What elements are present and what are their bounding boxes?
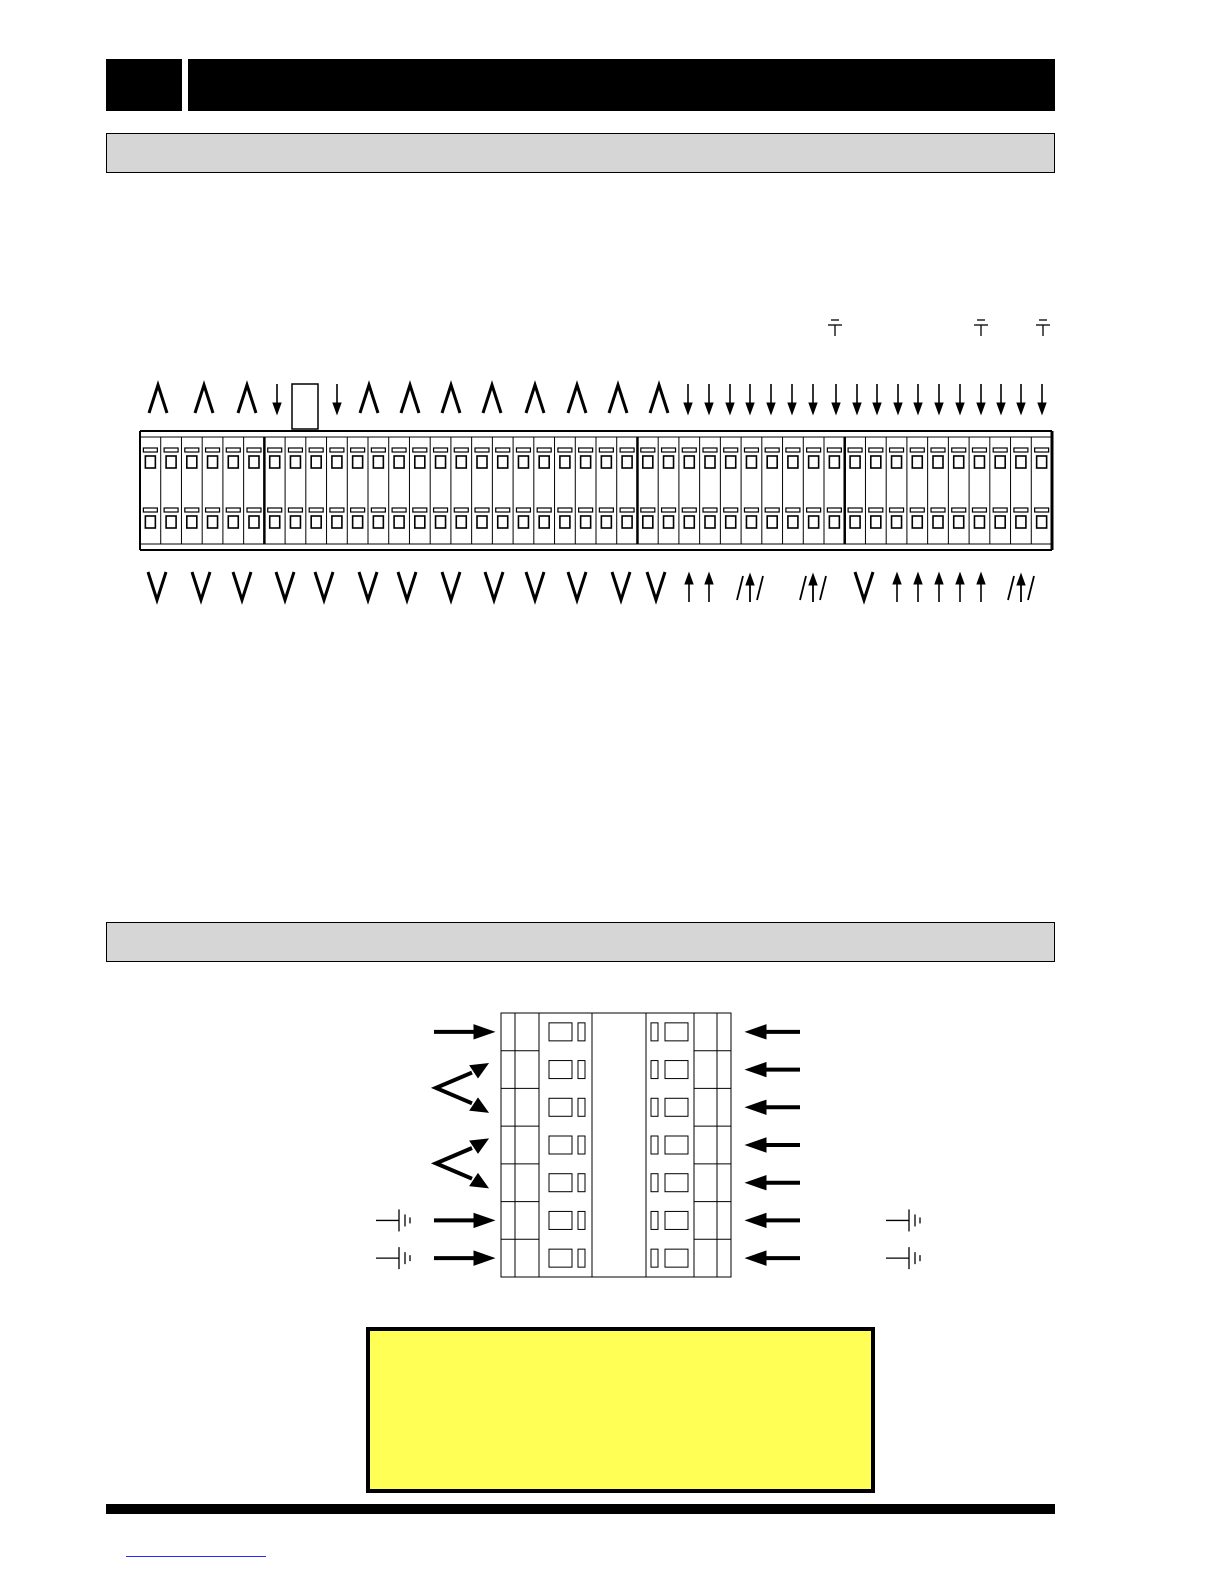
- terminal-strip-diagram: [0, 300, 1225, 620]
- arrow-up-head: [956, 573, 964, 584]
- fan-up-icon: [737, 576, 743, 600]
- terminal-slot: [351, 508, 365, 512]
- terminal-slot: [143, 448, 157, 452]
- arrow-down-head: [832, 403, 840, 414]
- terminal-slot: [807, 508, 821, 512]
- top-symbol-row: [149, 384, 1046, 429]
- ground-icon: [828, 320, 842, 336]
- connector-contact-right: [665, 1061, 688, 1079]
- fan-up-icon: [1008, 576, 1014, 600]
- terminal-screw-bottom: [539, 516, 549, 528]
- connector-diagram: [0, 990, 1225, 1290]
- terminal-screw-top: [187, 456, 197, 468]
- terminal-screw-bottom: [477, 516, 487, 528]
- terminal-slot: [869, 508, 883, 512]
- arrow-down-head: [684, 403, 692, 414]
- v-up-icon: [442, 385, 460, 413]
- v-up-icon: [609, 385, 627, 413]
- arrow-down-head: [333, 403, 341, 414]
- connector-latch-left: [578, 1174, 585, 1192]
- terminal-screw-bottom: [767, 516, 777, 528]
- terminal-slot: [537, 508, 551, 512]
- fuse-box-icon: [292, 384, 318, 429]
- terminal-screw-top: [332, 456, 342, 468]
- section-bar-connector: [106, 922, 1055, 962]
- terminal-slot: [848, 448, 862, 452]
- v-up-icon: [650, 385, 668, 413]
- terminal-screw-top: [974, 456, 984, 468]
- arrow-up-head: [977, 573, 985, 584]
- terminal-screw-bottom: [290, 516, 300, 528]
- arrow-in-icon: [746, 1138, 800, 1152]
- terminal-screw-bottom: [270, 516, 280, 528]
- arrow-down-head: [977, 403, 985, 414]
- terminal-slot: [351, 448, 365, 452]
- connector-latch-right: [651, 1174, 658, 1192]
- terminal-slot: [599, 448, 613, 452]
- terminal-screw-top: [518, 456, 528, 468]
- terminal-slot: [268, 508, 282, 512]
- terminal-screw-top: [498, 456, 508, 468]
- terminal-slot: [662, 508, 676, 512]
- v-down-icon: [276, 572, 294, 600]
- arrow-down-head: [997, 403, 1005, 414]
- terminal-screw-bottom: [829, 516, 839, 528]
- v-down-icon: [526, 572, 544, 600]
- terminal-slot: [309, 508, 323, 512]
- terminal-screw-top: [726, 456, 736, 468]
- terminal-slot: [786, 508, 800, 512]
- header-block-right: [188, 59, 1055, 111]
- terminal-slot: [558, 448, 572, 452]
- arrow-down-head: [914, 403, 922, 414]
- terminal-slot: [724, 448, 738, 452]
- terminal-slot: [206, 448, 220, 452]
- arrow-down-head: [746, 403, 754, 414]
- terminal-slot: [579, 448, 593, 452]
- v-up-icon: [483, 385, 501, 413]
- terminal-slot: [765, 448, 779, 452]
- terminal-screw-bottom: [788, 516, 798, 528]
- arrow-down-head: [873, 403, 881, 414]
- terminal-slot: [164, 508, 178, 512]
- terminal-slot: [682, 448, 696, 452]
- terminal-slot: [744, 508, 758, 512]
- v-down-icon: [568, 572, 586, 600]
- terminal-screw-bottom: [933, 516, 943, 528]
- terminal-screw-top: [581, 456, 591, 468]
- section-bar-terminal-strip: [106, 133, 1055, 173]
- terminal-slot: [288, 508, 302, 512]
- v-up-icon: [568, 385, 586, 413]
- terminal-screw-top: [622, 456, 632, 468]
- arrow-down-head: [894, 403, 902, 414]
- terminal-slot: [454, 448, 468, 452]
- terminal-screw-top: [1016, 456, 1026, 468]
- terminal-screw-bottom: [560, 516, 570, 528]
- terminal-slot: [972, 448, 986, 452]
- fan-up-icon: [800, 576, 806, 600]
- terminal-slot: [952, 508, 966, 512]
- arrow-up-head: [914, 573, 922, 584]
- terminal-screw-top: [995, 456, 1005, 468]
- terminal-screw-top: [809, 456, 819, 468]
- connector-contact-right: [665, 1211, 688, 1229]
- terminal-screw-bottom: [228, 516, 238, 528]
- terminal-screw-bottom: [850, 516, 860, 528]
- arrow-in-icon: [746, 1251, 800, 1265]
- connector-block: [501, 1013, 731, 1277]
- terminal-slot: [910, 448, 924, 452]
- v-down-icon: [233, 572, 251, 600]
- terminal-slot: [1014, 448, 1028, 452]
- terminal-slot: [164, 448, 178, 452]
- arrow-up-head: [685, 573, 693, 584]
- terminal-screw-top: [436, 456, 446, 468]
- terminal-screw-bottom: [249, 516, 259, 528]
- arrow-down-head: [956, 403, 964, 414]
- terminal-screw-top: [850, 456, 860, 468]
- footer-link[interactable]: [126, 1556, 266, 1557]
- ground-icon: [1036, 320, 1050, 336]
- terminal-slot: [143, 508, 157, 512]
- terminal-screw-bottom: [622, 516, 632, 528]
- ground-icon: [886, 1247, 920, 1269]
- terminal-slot: [890, 508, 904, 512]
- connector-contact-left: [549, 1211, 572, 1229]
- terminal-slot: [247, 508, 261, 512]
- arrow-up-head: [935, 573, 943, 584]
- connector-latch-right: [651, 1136, 658, 1154]
- arrow-up-head: [893, 573, 901, 584]
- connector-latch-right: [651, 1249, 658, 1267]
- terminal-slot: [993, 508, 1007, 512]
- terminal-slot: [268, 448, 282, 452]
- terminal-slot: [371, 448, 385, 452]
- terminal-screw-bottom: [705, 516, 715, 528]
- terminal-slot: [641, 508, 655, 512]
- terminal-screw-bottom: [581, 516, 591, 528]
- terminal-slot: [972, 508, 986, 512]
- terminal-slot: [931, 508, 945, 512]
- connector-latch-right: [651, 1211, 658, 1229]
- ground-icon: [974, 320, 988, 336]
- terminal-screw-top: [415, 456, 425, 468]
- terminal-screw-top: [560, 456, 570, 468]
- terminal-screw-bottom: [208, 516, 218, 528]
- terminal-slot: [662, 448, 676, 452]
- arrow-down-head: [809, 403, 817, 414]
- terminal-slot: [226, 448, 240, 452]
- terminal-slot: [744, 448, 758, 452]
- arrow-down-head: [935, 403, 943, 414]
- terminal-slot: [890, 448, 904, 452]
- terminal-slot: [703, 508, 717, 512]
- terminal-screw-bottom: [954, 516, 964, 528]
- terminal-slot: [599, 508, 613, 512]
- terminal-screw-bottom: [912, 516, 922, 528]
- arrow-in-icon: [746, 1025, 800, 1039]
- terminal-slot: [620, 448, 634, 452]
- terminal-screw-top: [746, 456, 756, 468]
- arrow-down-head: [273, 403, 281, 414]
- terminal-screw-top: [892, 456, 902, 468]
- terminal-slot: [496, 448, 510, 452]
- terminal-screw-top: [208, 456, 218, 468]
- terminal-screw-top: [456, 456, 466, 468]
- terminal-screw-top: [145, 456, 155, 468]
- arrow-in-icon: [434, 1213, 494, 1227]
- connector-latch-left: [578, 1249, 585, 1267]
- terminal-screw-top: [829, 456, 839, 468]
- terminal-screw-bottom: [1016, 516, 1026, 528]
- terminal-screw-top: [539, 456, 549, 468]
- note-box: [366, 1327, 875, 1493]
- terminal-slot: [371, 508, 385, 512]
- terminal-screw-bottom: [601, 516, 611, 528]
- v-down-icon: [442, 572, 460, 600]
- v-down-icon: [148, 572, 166, 600]
- terminal-screw-top: [933, 456, 943, 468]
- connector-latch-left: [578, 1098, 585, 1116]
- terminal-slot: [537, 448, 551, 452]
- terminal-slot: [910, 508, 924, 512]
- terminal-slot: [434, 448, 448, 452]
- terminal-screw-top: [373, 456, 383, 468]
- connector-contact-right: [665, 1174, 688, 1192]
- terminal-slot: [206, 508, 220, 512]
- terminal-screw-bottom: [332, 516, 342, 528]
- connector-contact-right: [665, 1249, 688, 1267]
- terminal-screw-bottom: [684, 516, 694, 528]
- connector-contact-left: [549, 1136, 572, 1154]
- terminal-slot: [185, 508, 199, 512]
- connector-contact-left: [549, 1174, 572, 1192]
- terminal-screw-top: [788, 456, 798, 468]
- terminal-slot: [516, 448, 530, 452]
- connector-contact-right: [665, 1023, 688, 1041]
- v-up-icon: [195, 385, 213, 413]
- terminal-screw-bottom: [145, 516, 155, 528]
- terminal-slot: [641, 448, 655, 452]
- terminal-screw-bottom: [664, 516, 674, 528]
- terminal-slot: [807, 448, 821, 452]
- arrow-in-icon: [434, 1251, 494, 1265]
- terminal-screw-bottom: [353, 516, 363, 528]
- terminal-slot: [558, 508, 572, 512]
- terminal-screw-bottom: [809, 516, 819, 528]
- terminal-screw-bottom: [726, 516, 736, 528]
- terminal-slot: [827, 448, 841, 452]
- arrow-in-icon: [746, 1100, 800, 1114]
- terminal-slot: [185, 448, 199, 452]
- connector-contact-left: [549, 1098, 572, 1116]
- v-up-icon: [238, 385, 256, 413]
- connector-latch-right: [651, 1098, 658, 1116]
- v-down-icon: [359, 572, 377, 600]
- terminal-screw-bottom: [456, 516, 466, 528]
- arrow-in-icon: [746, 1176, 800, 1190]
- terminal-screw-bottom: [871, 516, 881, 528]
- terminal-screw-bottom: [643, 516, 653, 528]
- terminal-slot: [392, 448, 406, 452]
- terminal-slot: [579, 508, 593, 512]
- terminal-screw-top: [664, 456, 674, 468]
- terminal-screw-top: [270, 456, 280, 468]
- terminal-slot: [827, 508, 841, 512]
- terminal-slot: [475, 448, 489, 452]
- terminal-screw-top: [166, 456, 176, 468]
- terminal-slot: [434, 508, 448, 512]
- connector-contact-right: [665, 1136, 688, 1154]
- connector-latch-right: [651, 1023, 658, 1041]
- v-down-icon: [192, 572, 210, 600]
- v-down-icon: [398, 572, 416, 600]
- terminal-slot: [309, 448, 323, 452]
- terminal-slot: [1014, 508, 1028, 512]
- terminal-screw-bottom: [436, 516, 446, 528]
- terminal-screw-bottom: [892, 516, 902, 528]
- arrow-in-icon: [746, 1063, 800, 1077]
- arrow-down-head: [1038, 403, 1046, 414]
- v-down-icon: [612, 572, 630, 600]
- arrow-up-head: [705, 573, 713, 584]
- terminal-screw-top: [249, 456, 259, 468]
- terminal-slot: [496, 508, 510, 512]
- terminal-screw-bottom: [373, 516, 383, 528]
- terminal-screw-bottom: [995, 516, 1005, 528]
- arrow-down-head: [1017, 403, 1025, 414]
- terminal-screw-bottom: [518, 516, 528, 528]
- terminal-screw-top: [601, 456, 611, 468]
- terminal-slot: [682, 508, 696, 512]
- terminal-slot: [330, 448, 344, 452]
- terminal-slot: [620, 508, 634, 512]
- connector-contact-right: [665, 1098, 688, 1116]
- ground-icon: [376, 1247, 410, 1269]
- terminal-screw-bottom: [415, 516, 425, 528]
- connector-latch-left: [578, 1211, 585, 1229]
- terminal-screw-top: [643, 456, 653, 468]
- connector-latch-left: [578, 1061, 585, 1079]
- terminal-slot: [226, 508, 240, 512]
- footer-bar: [106, 1504, 1055, 1514]
- terminal-screw-top: [954, 456, 964, 468]
- connector-contact-left: [549, 1061, 572, 1079]
- terminal-screw-top: [912, 456, 922, 468]
- arrow-in-icon: [746, 1213, 800, 1227]
- terminal-slot: [1035, 508, 1049, 512]
- terminal-screw-bottom: [1037, 516, 1047, 528]
- terminal-screw-top: [477, 456, 487, 468]
- connector-latch-left: [578, 1023, 585, 1041]
- terminal-slot: [786, 448, 800, 452]
- terminal-slot: [247, 448, 261, 452]
- terminal-screw-top: [353, 456, 363, 468]
- terminal-screw-top: [767, 456, 777, 468]
- terminal-screw-top: [705, 456, 715, 468]
- v-down-icon: [485, 572, 503, 600]
- terminal-slot: [724, 508, 738, 512]
- bottom-symbol-row: [148, 572, 1034, 602]
- v-up-icon: [149, 385, 167, 413]
- connector-contact-left: [549, 1249, 572, 1267]
- terminal-block: [140, 431, 1052, 550]
- arrow-in-icon: [434, 1025, 494, 1039]
- terminal-screw-top: [684, 456, 694, 468]
- arrow-down-head: [788, 403, 796, 414]
- header-block-left: [106, 59, 182, 111]
- v-up-icon: [360, 385, 378, 413]
- terminal-slot: [993, 448, 1007, 452]
- terminal-slot: [765, 508, 779, 512]
- terminal-screw-bottom: [394, 516, 404, 528]
- v-up-icon: [401, 385, 419, 413]
- ground-icon: [376, 1209, 410, 1231]
- terminal-screw-top: [228, 456, 238, 468]
- connector-outline: [501, 1013, 731, 1277]
- terminal-screw-bottom: [187, 516, 197, 528]
- terminal-screw-top: [871, 456, 881, 468]
- v-split-icon: [436, 1064, 488, 1113]
- connector-latch-right: [651, 1061, 658, 1079]
- arrow-down-head: [853, 403, 861, 414]
- terminal-screw-top: [394, 456, 404, 468]
- terminal-screw-bottom: [311, 516, 321, 528]
- v-down-icon: [647, 572, 665, 600]
- terminal-screw-bottom: [498, 516, 508, 528]
- terminal-slot: [454, 508, 468, 512]
- terminal-slot: [413, 508, 427, 512]
- v-down-icon: [855, 572, 873, 600]
- connector-latch-left: [578, 1136, 585, 1154]
- arrow-down-head: [705, 403, 713, 414]
- terminal-slot: [330, 508, 344, 512]
- terminal-screw-bottom: [746, 516, 756, 528]
- terminal-slot: [475, 508, 489, 512]
- v-up-icon: [526, 385, 544, 413]
- terminal-screw-top: [1037, 456, 1047, 468]
- arrow-down-head: [726, 403, 734, 414]
- v-split-icon: [436, 1139, 488, 1188]
- terminal-slot: [288, 448, 302, 452]
- terminal-slot: [869, 448, 883, 452]
- connector-contact-left: [549, 1023, 572, 1041]
- v-down-icon: [315, 572, 333, 600]
- terminal-slot: [516, 508, 530, 512]
- terminal-slot: [952, 448, 966, 452]
- terminal-screw-top: [311, 456, 321, 468]
- terminal-slot: [1035, 448, 1049, 452]
- terminal-slot: [848, 508, 862, 512]
- terminal-screw-bottom: [166, 516, 176, 528]
- terminal-slot: [931, 448, 945, 452]
- terminal-slot: [703, 448, 717, 452]
- ground-icon: [886, 1209, 920, 1231]
- terminal-slot: [392, 508, 406, 512]
- arrow-down-head: [767, 403, 775, 414]
- terminal-screw-top: [290, 456, 300, 468]
- terminal-slot: [413, 448, 427, 452]
- terminal-screw-bottom: [974, 516, 984, 528]
